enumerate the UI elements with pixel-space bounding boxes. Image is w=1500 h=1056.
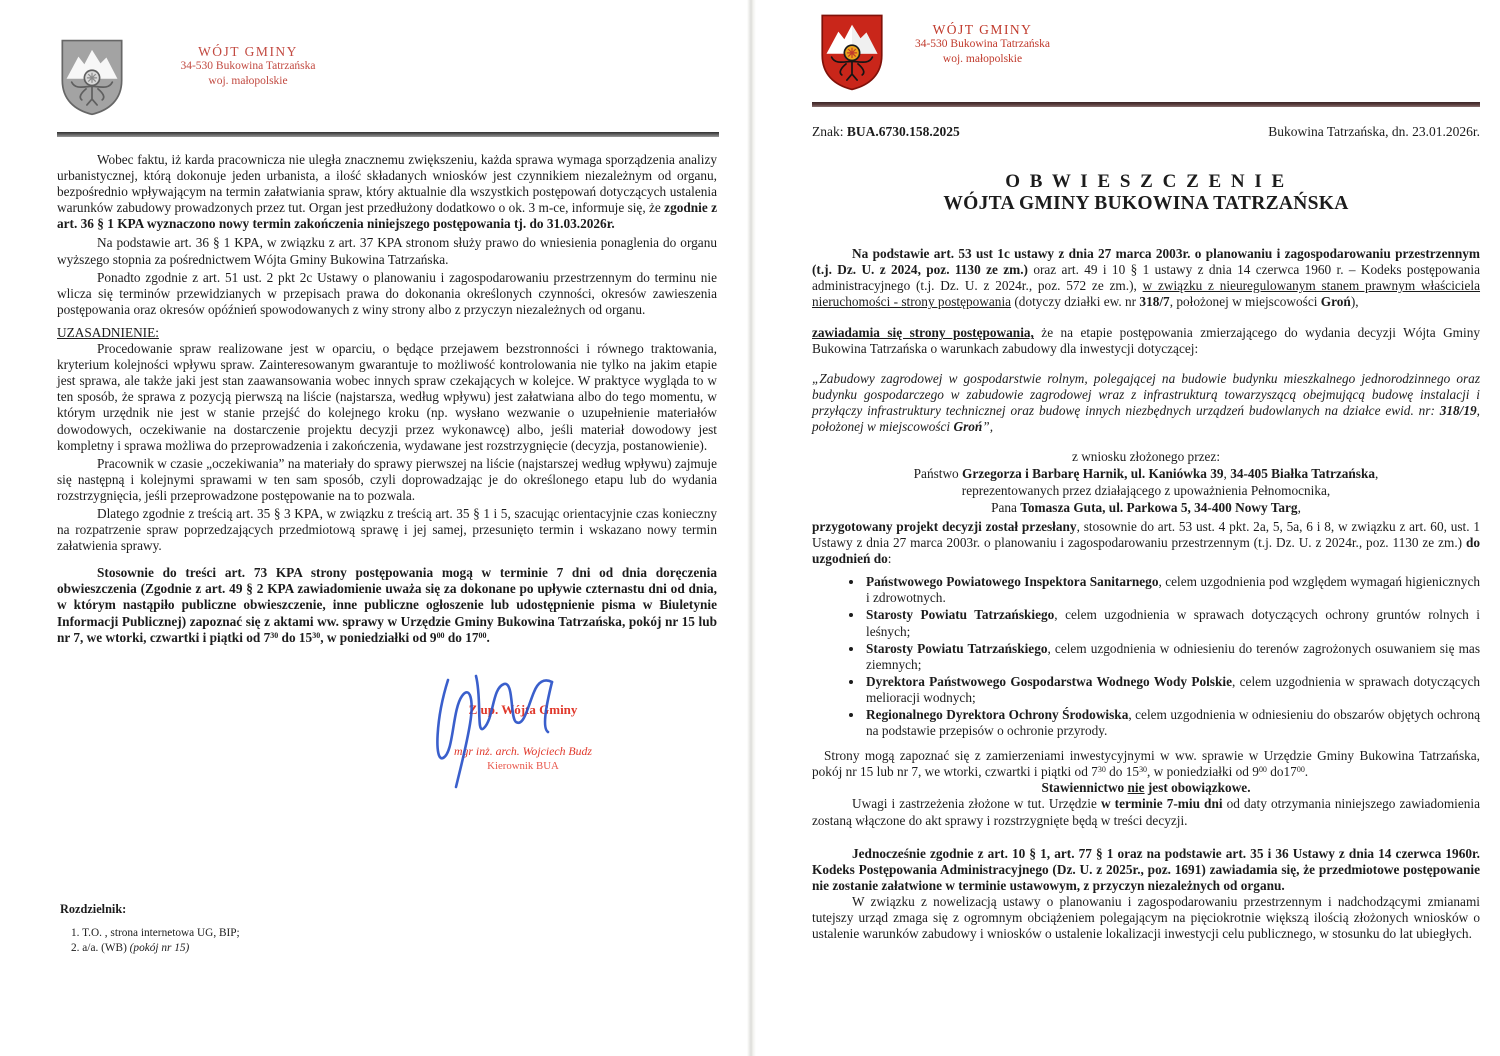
paragraph-zawiadomienie: zawiadamia się strony postępowania, że na etapie postępowania zmierzającego do wydania decyzji Wójta Gminy Bukowina Tatrzańska o warunkach zabudowy dla inwestycji dotyczącej: <box>812 325 1481 357</box>
paragraph-investment-quote: „Zabudowy zagrodowej w gospodarstwie rolnym, polegającej na budowie budynku mieszkalnego jednorodzinnego oraz budynku gospodarczego w zabudowie zagrodowej wraz z infrastrukturą towarzyszącą obejmującą budowę instalacji i przyłączy infrastruktury technicznej oraz budowę innych niezbędnych urządzeń budowlanych na działce ewid. nr: 318/19, położonej w miejscowości Groń”, <box>812 370 1480 434</box>
letterhead-title: WÓJT GMINY <box>198 44 298 59</box>
letterhead-address: 34-530 Bukowina Tatrzańska <box>180 60 316 72</box>
letterhead-right <box>890 22 1075 67</box>
paragraph-procedowanie: Procedowanie spraw realizowane jest w oparciu, o będące przejawem bezstronności i równego traktowania, kryterium kolejności wpływu spraw. Zainteresowanym gwarantuje to możliwość kontrolowania nie tylko na jakim etapie jest sprawa, ale także jaki jest stan zaawansowania wobec innych spraw czekających w kolejce. W praktyce wygląda to w ten sposób, że sprawa z pozycją pierwszą na liście (najstarsza, według wpływu) jest załatwiana albo do tego momentu, w którym urzędnik nie jest w stanie przejść do kolejnego kroku (np. wysłano wezwanie o uzupełnienie materiałów dowodowych, oczekiwanie na dostarczenie projektu decyzji przez wykonawcę) albo, jeśli materiał dowodowy jest kompletny i sprawa możliwa do przeprowadzenia i zakończenia, wydawane jest rozstrzygnięcie (decyzja, postanowienie). <box>57 341 717 453</box>
stamp-line-name: mgr inż. arch. Wojciech Budz <box>453 744 593 758</box>
body-text-right <box>812 107 1480 942</box>
letterhead-title: WÓJT GMINY <box>932 22 1033 37</box>
paragraph-nowelizacja: W związku z nowelizacją ustawy o planowaniu i zagospodarowaniu przestrzennym i nadchodzącymi zmianami tutejszy urząd zmaga się z ogromnym obciążeniem polegającym na pięciokrotnie większą ilością złożonych wniosków o ustalenie warunków zabudowy i wniosków o ustalenie lokalizacji inwestycji celu publicznego, w stosunku do lat ubiegłych. <box>812 893 1480 942</box>
signature-block <box>408 678 638 773</box>
paragraph-term-extension: Wobec faktu, iż karda pracownicza nie uległa znacznemu zwiększeniu, każda sprawa wymaga sporządzenia analizy urbanistycznej, którą dokonuje jeden urbanista, a ilość składanych wniosków jest czynnikiem niezależnym od organu, bezpośrednio wpływającym na termin załatwiania spraw, który aktualnie dla wszystkich postępowań dotyczących ustalenia warunków zabudowy prowadzonych przez tut. Organ jest przedłużony dodatkowo o ok. 3 m-ce, informuje się, że zgodnie z art. 36 § 1 KPA wyznaczono nowy termin zakończenia niniejszego postępowania tj. do 31.03.2026r. <box>57 152 718 232</box>
handwritten-signature-icon <box>416 666 606 796</box>
letterhead-region: woj. małopolskie <box>942 53 1023 65</box>
paragraph-terminy: Ponadto zgodnie z art. 51 ust. 2 pkt 2c Ustawy o planowaniu i zagospodarowaniu przestrzennym do terminu nie wlicza się terminów przewidzianych w przepisach prawa do dokonania określonych czynności, okresów zawieszenia postępowania oraz okresów opóźnień spowodowanych z winy strony albo z przyczyn niezależnych od organu. <box>57 269 717 317</box>
applicant-block <box>812 448 1480 516</box>
letterhead-left <box>158 44 338 89</box>
title-wojta-gminy: WÓJTA GMINY BUKOWINA TATRZAŃSKA <box>943 193 1349 214</box>
page-divider <box>747 0 756 1056</box>
paragraph-jednoczesnie-bold: Jednocześnie zgodnie z art. 10 § 1, art. 77 § 1 oraz na podstawie art. 35 i 36 Ustawy z dnia 14 czerwca 1960r. Kodeks Postępowania Administracyjnego (Dz. U. z 2025r., poz. 1691) zawiadamia się, że przedmiotowe postępowanie nie zostanie załatwione w terminie ustawowym, z przyczyn niezależnych od organu. <box>812 845 1480 893</box>
list-item-rdos: • Regionalnego Dyrektora Ochrony Środowiska, celem uzgodnienia w odniesieniu do obszarów objętych ochroną na podstawie przepisów o ochronie przyrody. <box>864 707 1480 739</box>
letterhead-address: 34-530 Bukowina Tatrzańska <box>914 38 1051 50</box>
paragraph-pracownik: Pracownik w czasie „oczekiwania” na materiały do sprawy pierwszej na liście (najstarszej według wpływu) zajmuje się następną i kolejnymi sprawami w ten sam sposób, czyli doprowadzając je do określonego etapu lub do wydania rozstrzygnięcia, jeśli przeprowadzone postępowanie na to pozwala. <box>57 455 717 503</box>
coat-of-arms-red-icon <box>818 12 886 92</box>
document-title <box>812 171 1480 215</box>
official-stamp <box>408 678 638 773</box>
coat-of-arms-gray-icon <box>58 38 126 116</box>
paragraph-stosownie-bold: Stosownie do treści art. 73 KPA strony postępowania mogą w terminie 7 dni od dnia doręczenia obwieszczenia (Zgodnie z art. 49 § 2 KPA zawiadomienie uważa się za dokonane po upływie czternastu dni od dnia, w którym nastąpiło publiczne obwieszczenie, inne publiczne ogłoszenie lub udostępnienie pisma w Biuletynie Informacji Publicznej) zapoznać się z aktami ww. sprawy w Urzędzie Gminy Bukowina Tatrzańska, pokój nr 15 lub nr 7, we wtorki, czwartki i piątki od $7^{30}$ do $15^{30}$, w poniedziałki od $9^{00}$ do $17^{00}$. <box>57 565 717 645</box>
distribution-item-1: 1. T.O. , strona internetowa UG, BIP; <box>71 927 240 939</box>
title-obwieszczenie: O B W I E S Z C Z E N I E <box>1005 171 1287 192</box>
paragraph-dlatego: Dlatego zgodnie z treścią art. 35 § 3 KPA, w związku z treścią art. 35 § 1 i 5, szacując orientacyjnie czas konieczny na rozpatrzenie spraw poprzedzających przedmiotową sprawę i jej samej, przesunięto termin i wskazano nowy termin załatwienia sprawy. <box>57 505 717 554</box>
distribution-title: Rozdzielnik: <box>60 902 127 916</box>
place-and-date: Bukowina Tatrzańska, dn. 23.01.2026r. <box>1268 124 1480 139</box>
list-item-sanitary-inspector: • Państwowego Powiatowego Inspektora Sanitarnego, celem uzgodnienia pod względem wymagań higienicznych i zdrowotnych. <box>864 574 1480 606</box>
applicant-representation: reprezentowanych przez działającego z upoważnienia Pełnomocnika, <box>961 482 1331 498</box>
list-item-starosta-grunty: • Starosty Powiatu Tatrzańskiego, celem uzgodnienia w sprawach dotyczących ochrony gruntów rolnych i leśnych; <box>864 607 1480 639</box>
document-page-right <box>750 0 1500 1056</box>
distribution-item-2: 2. a/a. (WB) (pokój nr 15) <box>71 941 190 954</box>
paragraph-legal-basis: Na podstawie art. 53 ust 1c ustawy z dnia 27 marca 2003r. o planowaniu i zagospodarowaniu przestrzennym (t.j. Dz. U. z 2024, poz. 1130 ze zm.) oraz art. 49 i 10 § 1 ustawy z dnia 14 czerwca 1960 r. – Kodeks postępowania administracyjnego (t.j. Dz. U. z 2024r., poz. 572 ze zm.), w związku z nieuregulowanym stanem prawnym właściciela nieruchomości - strony postępowania (dotyczy działki ew. nr 318/7, położonej w miejscowości Groń), <box>812 246 1481 310</box>
paragraph-ponaglenie: Na podstawie art. 36 § 1 KPA, w związku z art. 37 KPA stronom służy prawo do wniesienia ponaglenia do organu wyższego stopnia za pośrednictwem Wójta Gminy Bukowina Tatrzańska. <box>57 235 717 267</box>
agencies-list <box>812 574 1480 739</box>
letterhead-region: woj. małopolskie <box>208 75 288 87</box>
list-item-starosta-osuwiska: • Starosty Powiatu Tatrzańskiego, celem uzgodnienia w odniesieniu do terenów zagrożonych osuwaniem się mas ziemnych; <box>864 641 1480 673</box>
paragraph-uwagi: Uwagi i zastrzeżenia złożone w tut. Urzędzie w terminie 7-miu dni od daty otrzymania niniejszego zawiadomienia zostaną włączone do akt sprawy i rozstrzygnięte będą w treści decyzji. <box>812 796 1480 828</box>
case-number <box>812 124 960 140</box>
paragraph-zapoznanie: Strony mogą zapoznać się z zamierzeniami inwestycyjnymi w ww. sprawie w Urzędzie Gminy Bukowina Tatrzańska, pokój nr 15 lub nr 7, we wtorki, czwartki i piątki od $7^{30}$ do $15^{30}$, w poniedziałki od $9^{00}$ $do17^{00}$. <box>812 748 1480 780</box>
paragraph-stawiennictwo: Stawiennictwo nie jest obowiązkowe. <box>1041 780 1251 796</box>
heading-uzasadnienie: UZASADNIENIE: <box>57 324 159 340</box>
stamp-line-authority: Z up. Wójta Gminy <box>468 702 578 717</box>
distribution-list <box>60 902 240 955</box>
stamp-line-position: Kierownik BUA <box>487 760 559 772</box>
list-item-wody-polskie: • Dyrektora Państwowego Gospodarstwa Wodnego Wody Polskie, celem uzgodnienia w sprawach dotyczących melioracji wodnych; <box>864 674 1480 706</box>
applicant-names: Państwo Grzegorza i Barbarę Harnik, ul. Kaniówka 39, 34-405 Białka Tatrzańska, <box>913 465 1379 481</box>
reference-row <box>812 124 1480 140</box>
body-text-left <box>57 137 717 646</box>
case-number-value: BUA.6730.158.2025 <box>846 124 960 139</box>
applicant-intro: z wniosku złożonego przez: <box>1071 448 1221 464</box>
paragraph-projekt-decyzji: przygotowany projekt decyzji został przesłany, stosownie do art. 53 ust. 4 pkt. 2a, 5, 5a, 6 i 8, w związku z art. 60, ust. 1 Ustawy z dnia 27 marca 2003r. o planowaniu i zagospodarowaniu przestrzennym (t.j. Dz. U. z 2024r., poz. 1130 ze zm.) do uzgodnień do: <box>812 518 1480 567</box>
case-number-label: Znak: <box>812 124 847 139</box>
applicant-attorney: Pana Tomasza Guta, ul. Parkowa 5, 34-400 Nowy Targ, <box>991 499 1301 515</box>
